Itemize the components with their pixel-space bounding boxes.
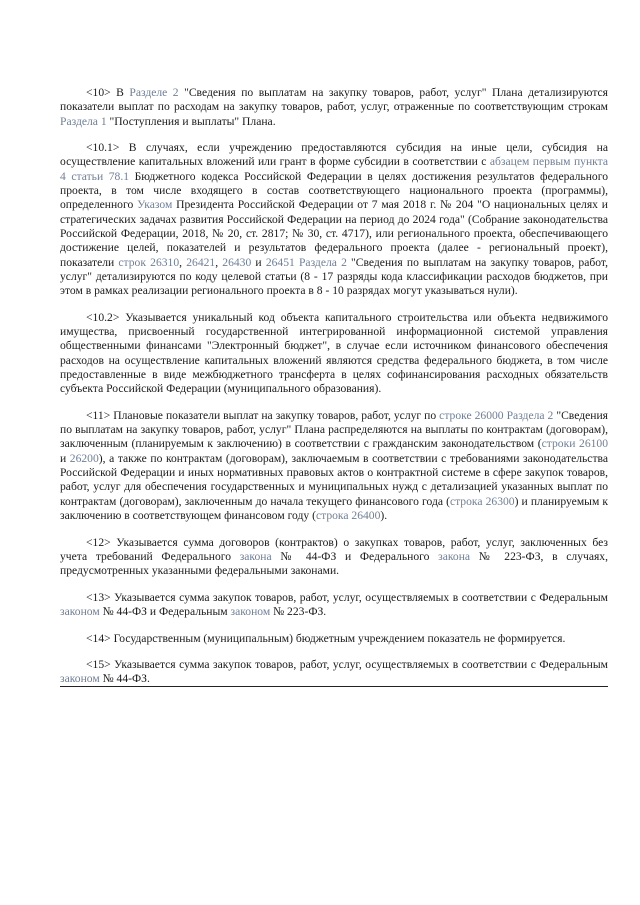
text-segment: <10.1> В случаях, если учреждению предоставляются субсидия на иные цели, субсидия на осуществление капитальных вложений или грант в форме субсидии в соответствии с — [60, 141, 608, 169]
text-segment: и — [60, 451, 70, 465]
text-segment: № 223-ФЗ. — [270, 604, 327, 618]
reference-link[interactable]: Раздела 1 — [60, 114, 107, 128]
text-segment: <13> Указывается сумма закупок товаров, работ, услуг, осуществляемых в соответствии с Федеральным — [86, 590, 608, 604]
reference-link[interactable]: Раздела 2 — [506, 408, 554, 422]
reference-link[interactable]: законом — [60, 672, 100, 686]
text-segment: ) и планируемым к заключению в соответствующем финансовом году ( — [60, 494, 609, 522]
text-segment: Бюджетного кодекса Российской Федерации в целях достижения результатов федерального проекта, в том числе входящего в состав соответствующего национального проекта (программы), определенного — [60, 169, 608, 212]
footnote-10-1 — [60, 141, 608, 298]
reference-link[interactable]: Разделе 2 — [129, 86, 179, 99]
reference-link[interactable]: Раздела 2 — [298, 255, 347, 269]
reference-link[interactable]: закона — [438, 549, 471, 563]
text-segment: <10> В — [86, 86, 130, 99]
reference-link[interactable]: законом — [60, 604, 100, 618]
footnote-10 — [60, 86, 608, 129]
reference-link[interactable]: 26430 — [222, 255, 252, 269]
reference-link[interactable]: строка 26300 — [449, 494, 515, 508]
reference-link[interactable]: абзацем первым пункта 4 статьи 78.1 — [60, 155, 608, 183]
text-segment: № 44-ФЗ и Федеральным — [99, 604, 231, 618]
text-segment: <10.2> Указывается уникальный код объекта капитального строительства или объекта недвижимого имущества, присвоенный государственной интегрированной информационной системой управления общественными финансами "Электронный бюджет", в случае если источником финансового обеспечения расходов на осуществление капитальных вложений являются средства федерального бюджета, в том числе предоставленные в виде межбюджетного трансферта в целях софинансирования расходных обязательств субъекта Российской Федерации (муниципального образования). — [60, 310, 608, 396]
text-segment: , — [179, 255, 187, 269]
reference-link[interactable]: строке 26000 — [439, 408, 504, 422]
text-segment: ). — [380, 508, 388, 522]
text-segment: № 44-ФЗ. — [99, 672, 150, 686]
text-segment: <11> Плановые показатели выплат на закупку товаров, работ, услуг по — [86, 408, 440, 422]
text-segment: "Сведения по выплатам на закупку товаров, работ, услуг" Плана распределяются на выплаты по контрактам (договорам), заключенным (планируемым к заключению) в соответствии с гражданским законодательством ( — [60, 408, 608, 451]
text-segment: ), а также по контрактам (договорам), заключаемым в соответствии с требованиями законодательства Российской Федерации и иных нормативных правовых актов о контрактной системе в сфере закупок товаров, работ, услуг для обеспечения государственных и муниципальных нужд с детализацией указанных выплат по контрактам (договорам), заключенным до начала текущего финансового года ( — [60, 451, 608, 508]
footnote-10-2 — [60, 311, 608, 397]
text-segment: <12> Указывается сумма договоров (контрактов) о закупках товаров, работ, услуг, заключенных без учета требований Федерального — [60, 535, 608, 563]
footnote-13 — [60, 591, 608, 620]
bottom-divider — [60, 686, 608, 687]
footnote-12 — [60, 536, 608, 579]
text-segment: "Поступления и выплаты" Плана. — [106, 114, 276, 128]
reference-link[interactable]: строк 26310 — [118, 255, 180, 269]
text-segment: и — [251, 255, 266, 269]
text-segment: № 223-ФЗ, в случаях, предусмотренных указанными федеральными законами. — [60, 549, 608, 578]
reference-link[interactable]: законом — [230, 604, 271, 618]
text-segment: "Сведения по выплатам на закупку товаров, работ, услуг" Плана детализируются показатели выплат по расходам на закупку товаров, работ, услуг, отраженные по соответствующим строкам — [60, 86, 609, 114]
text-segment: , — [215, 255, 223, 269]
text-segment: "Сведения по выплатам на закупку товаров, работ, услуг" детализируются по коду целевой статьи (8 - 17 разряды кода классификации расходов бюджетов, при этом в рамках реализации регионального проекта в 8 - 10 разрядах могут указываться нули). — [60, 255, 609, 298]
footnote-14 — [60, 632, 608, 646]
reference-link[interactable]: 26200 — [69, 451, 99, 465]
reference-link[interactable]: строка 26400 — [315, 508, 381, 522]
document-body — [60, 86, 608, 699]
reference-link[interactable]: закона — [239, 549, 272, 563]
text-segment: <15> Указывается сумма закупок товаров, работ, услуг, осуществляемых в соответствии с Федеральным — [86, 658, 608, 672]
text-segment: <14> Государственным (муниципальным) бюджетным учреждением показатель не формируется. — [86, 631, 566, 645]
text-segment: Президента Российской Федерации от 7 мая 2018 г. № 204 "О национальных целях и стратегических задачах развития Российской Федерации на период до 2024 года" (Собрание законодательства Российской Федерации, 2018, № 20, ст. 2817; № 30, ст. 4717), или регионального проекта, обеспечивающего достижение целей, показателей и результатов федерального проекта (далее - региональный проект), показатели — [60, 198, 608, 269]
reference-link[interactable]: строки 26100 — [541, 437, 609, 451]
reference-link[interactable]: 26451 — [265, 255, 295, 269]
reference-link[interactable]: 26421 — [186, 255, 216, 269]
footnote-11 — [60, 409, 608, 523]
footnote-15 — [60, 658, 608, 687]
reference-link[interactable]: Указом — [137, 198, 173, 212]
text-segment: № 44-ФЗ и Федерального — [271, 549, 439, 563]
